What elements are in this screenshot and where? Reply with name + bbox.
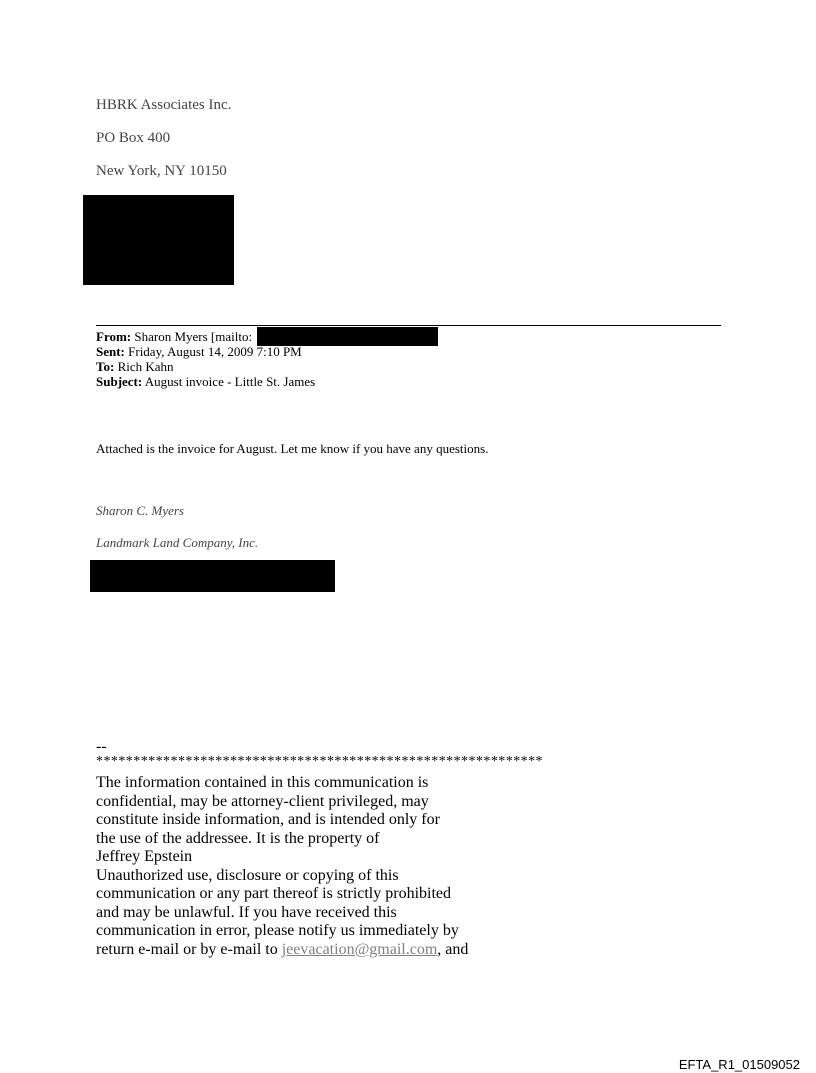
to-line — [96, 359, 174, 374]
disclaimer-line: communication or any part thereof is strictly prohibited — [96, 885, 452, 902]
from-value: Sharon Myers [mailto: — [134, 329, 253, 344]
signature-name: Sharon C. Myers — [96, 503, 184, 518]
subject-value: August invoice - Little St. James — [144, 374, 316, 389]
redaction-block — [90, 560, 335, 592]
disclaimer-line: Jeffrey Epstein — [96, 848, 193, 865]
to-value: Rich Kahn — [117, 359, 174, 374]
header-divider — [96, 325, 721, 326]
from-line — [96, 329, 252, 344]
disclaimer-line: constitute inside information, and is intended only for — [96, 811, 440, 828]
redaction-block — [83, 195, 234, 285]
address-line-1: HBRK Associates Inc. — [96, 97, 232, 113]
email-body: Attached is the invoice for August. Let me know if you have any questions. — [96, 441, 489, 456]
disclaimer-line: The information contained in this communication is — [96, 774, 429, 791]
subject-line — [96, 374, 315, 389]
disclaimer-block — [96, 774, 468, 959]
disclaimer-line: confidential, may be attorney-client privileged, may — [96, 792, 429, 810]
to-label: To: — [96, 359, 115, 374]
disclaimer-line: the use of the addressee. It is the property of — [96, 829, 380, 847]
signature-company: Landmark Land Company, Inc. — [96, 535, 259, 550]
disclaimer-line: communication in error, please notify us immediately by — [96, 922, 459, 939]
sent-label: Sent: — [96, 344, 125, 359]
sent-line — [96, 344, 302, 359]
address-line-3: New York, NY 10150 — [96, 163, 227, 179]
from-label: From: — [96, 329, 132, 344]
disclaimer-prefix: return e-mail or by e-mail to — [96, 940, 282, 958]
sent-value: Friday, August 14, 2009 7:10 PM — [128, 344, 302, 359]
disclaimer-line-last — [96, 941, 468, 960]
signature-separator: -- — [96, 738, 107, 755]
stars-divider: ************************************************************ — [96, 754, 543, 769]
disclaimer-line: and may be unlawful. If you have received this — [96, 903, 397, 921]
document-id: EFTA_R1_01509052 — [678, 1057, 800, 1072]
email-link[interactable]: jeevacation@gmail.com — [281, 940, 438, 958]
address-line-2: PO Box 400 — [96, 130, 171, 146]
disclaimer-suffix: , and — [437, 940, 469, 958]
disclaimer-line: Unauthorized use, disclosure or copying of this — [96, 866, 399, 884]
subject-label: Subject: — [96, 374, 143, 389]
